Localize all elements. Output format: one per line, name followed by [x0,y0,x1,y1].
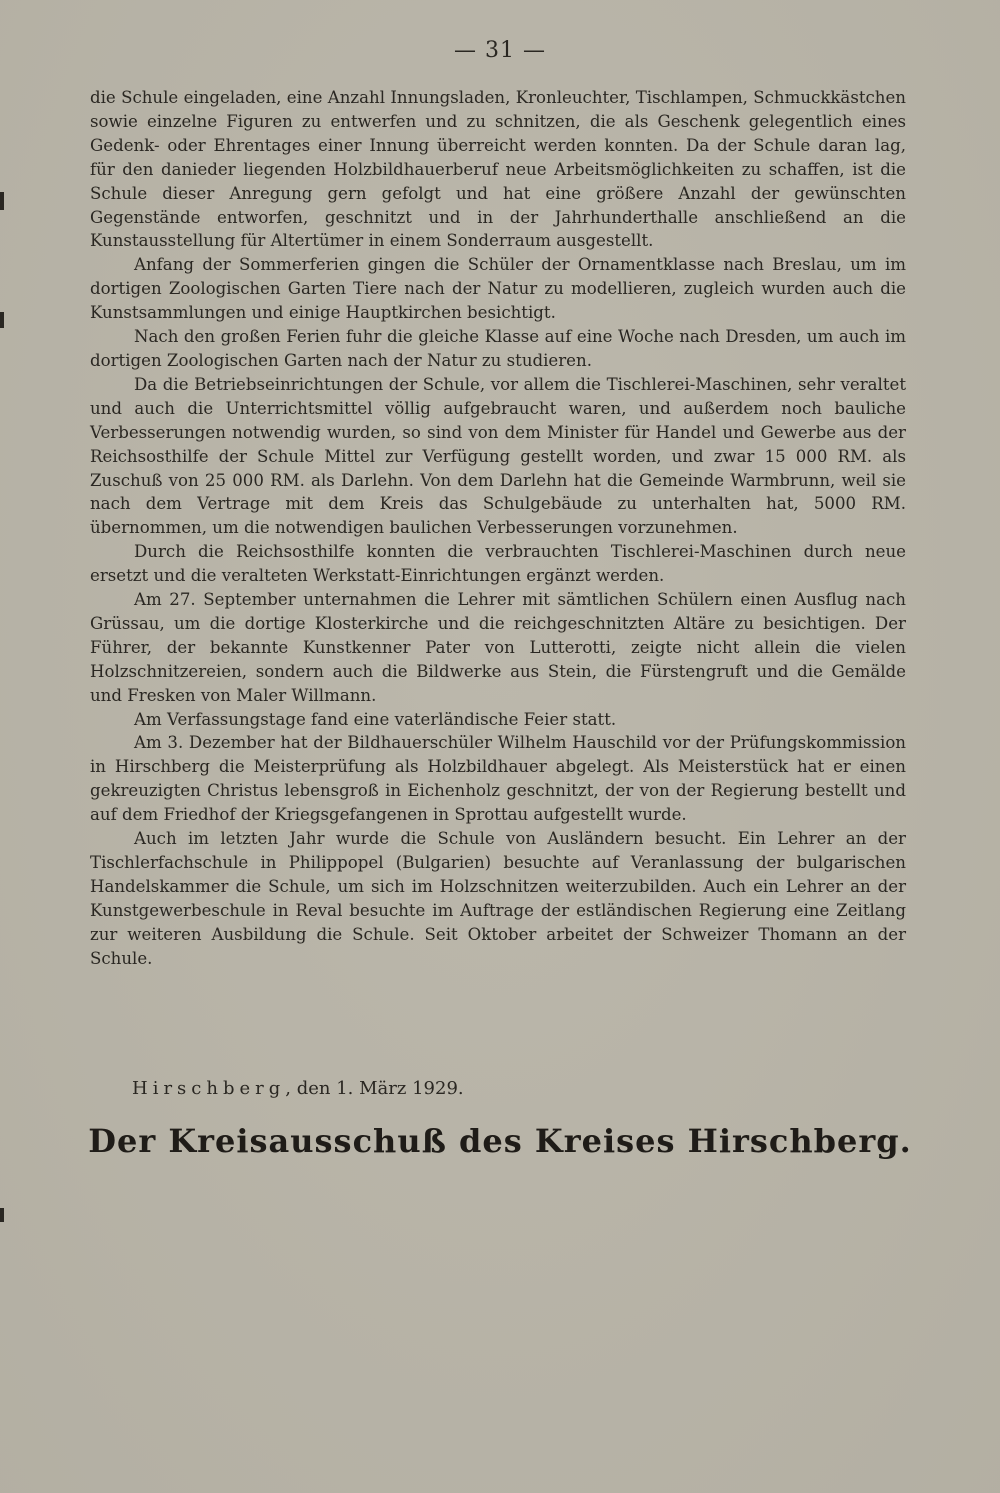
paragraph: die Schule eingeladen, eine Anzahl Innungsladen, Kronleuchter, Tischlampen, Schmuckkästchen sowie einzelne Figuren zu entwerfen und zu schnitzen, die als Geschenk gelegentlich eines Gedenk- oder Ehrentages einer Innung überreicht werden konnten. Da der Schule daran lag, für den danieder liegenden Holzbildhauerberuf neue Arbeitsmöglichkeiten zu schaffen, ist die Schule dieser Anregung gern gefolgt und hat eine größere Anzahl der gewünschten Gegenstände entworfen, geschnitzt und in der Jahrhunderthalle anschließend an die Kunstausstellung für Altertümer in einem Sonderraum ausgestellt. [90,88,906,251]
paragraph: Durch die Reichsosthilfe konnten die verbrauchten Tischlerei-Maschinen durch neue ersetzt und die veralteten Werkstatt-Einrichtungen ergänzt werden. [90,542,906,586]
paragraph: Nach den großen Ferien fuhr die gleiche Klasse auf eine Woche nach Dresden, um auch im dortigen Zoologischen Garten nach der Natur zu studieren. [90,327,906,370]
paragraph: Am Verfassungstage fand eine vaterländische Feier statt. [134,709,617,729]
place-date-line [132,1078,464,1099]
paragraph: Da die Betriebseinrichtungen der Schule, vor allem die Tischlerei-Maschinen, sehr veraltet und auch die Unterrichtsmittel völlig aufgebraucht waren, und außerdem noch bauliche Verbesserungen notwendig wurden, so sind von dem Minister für Handel und Gewerbe aus der Reichsosthilfe der Schule Mittel zur Verfügung gestellt worden, und zwar 15 000 RM. als Zuschuß von 25 000 RM. als Darlehn. Von dem Darlehn hat die Gemeinde Warmbrunn, weil sie nach dem Vertrage mit dem Kreis das Schulgebäude zu unterhalten hat, 5000 RM. übernommen, um die notwendigen baulichen Verbesserungen vorzunehmen. [90,374,906,538]
paragraph: Am 27. September unternahmen die Lehrer mit sämtlichen Schülern einen Ausflug nach Grüssau, um die dortige Klosterkirche und die reichgeschnitzten Altäre zu besichtigen. Der Führer, der bekannte Kunstkenner Pater von Lutterotti, zeigte nicht allein die vielen Holzschnitzereien, sondern auch die Bildwerke aus Stein, die Fürstengruft und die Gemälde und Fresken von Maler Willmann. [90,590,906,705]
page-edge-mark [0,1208,4,1222]
signature-line: Der Kreisausschuß des Kreises Hirschberg. [88,1122,912,1160]
paragraph: Am 3. Dezember hat der Bildhauerschüler Wilhelm Hauschild vor der Prüfungskommission in Hirschberg die Meisterprüfung als Holzbildhauer abgelegt. Als Meisterstück hat er einen gekreuzigten Christus lebensgroß in Eichenholz geschnitzt, der von der Regierung bestellt und auf dem Friedhof der Kriegsgefangenen in Sprottau aufgestellt wurde. [90,733,906,825]
page-edge-mark [0,192,4,210]
page-number: — 31 — [454,38,546,63]
paragraph: Auch im letzten Jahr wurde die Schule von Ausländern besucht. Ein Lehrer an der Tischlerfachschule in Philippopel (Bulgarien) besuchte auf Veranlassung der bulgarischen Handelskammer die Schule, um sich im Holzschnitzen weiterzubilden. Auch ein Lehrer an der Kunstgewerbeschule in Reval besuchte im Auftrage der estländischen Regierung eine Zeitlang zur weiteren Ausbildung die Schule. Seit Oktober arbeitet der Schweizer Thomann an der Schule. [90,829,906,968]
place-name: Hirschberg [132,1078,286,1099]
page-edge-mark [0,312,4,328]
body-text [90,86,906,971]
paragraph: Anfang der Sommerferien gingen die Schüler der Ornamentklasse nach Breslau, um im dortigen Zoologischen Garten Tiere nach der Natur zu modellieren, zugleich wurden auch die Kunstsammlungen und einige Hauptkirchen besichtigt. [90,255,906,323]
date-text: , den 1. März 1929. [285,1078,464,1099]
